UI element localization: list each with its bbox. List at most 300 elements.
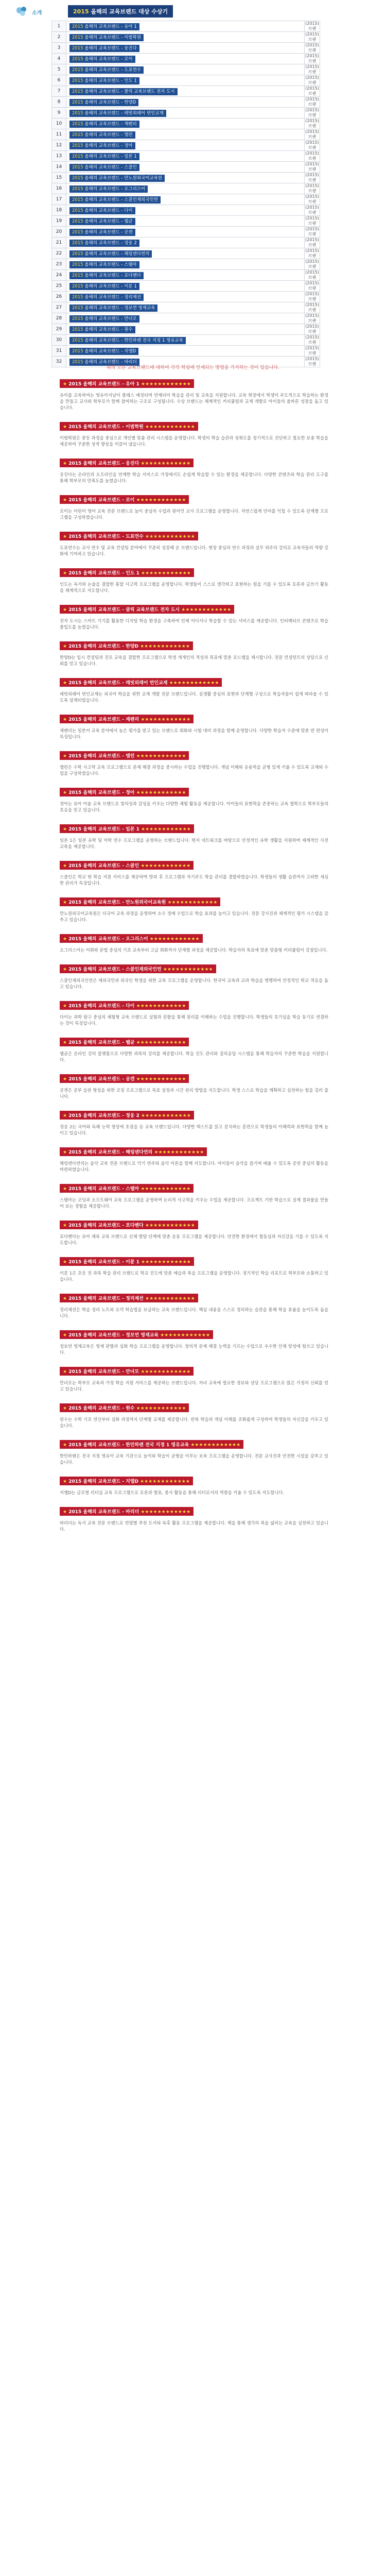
row-number: 5 [52, 64, 66, 75]
star-icon: ★ [63, 1296, 67, 1301]
row-year: 2015 [72, 67, 83, 73]
row-badge: (2015) 브랜 [305, 248, 319, 258]
row-badge: (2015) 브랜 [305, 108, 319, 117]
star-icon: ★ [63, 1077, 67, 1082]
table-row[interactable] [52, 43, 320, 54]
table-row[interactable] [52, 270, 320, 281]
section-body [60, 1416, 328, 1429]
star-icon: ★ [63, 1150, 67, 1155]
row-year: 2015 [72, 197, 83, 202]
row-year: 2015 [72, 208, 83, 213]
section-paragraph: 다이는 과학 탐구 중심의 체험형 교육 브랜드로 실험과 관찰을 통해 원리를 이해하는 수업을 진행합니다. 학생들의 호기심을 학습 동기로 연결하는 것이 특징입니다. [60, 1014, 328, 1026]
section-body [60, 1307, 328, 1319]
table-row[interactable] [52, 64, 320, 75]
star-icon: ★ [63, 571, 67, 576]
star-icon: ★★★★★★★★★★★★ [145, 1223, 195, 1228]
star-icon: ★★★★★★★★★★★★ [136, 754, 186, 759]
row-tag [69, 88, 178, 95]
section-heading-text: 2015 올해의 교육브랜드 - 이범학원 [68, 425, 144, 430]
row-title[interactable] [66, 151, 305, 162]
section-heading-text: 2015 올해의 교육브랜드 - 스쿨인 [68, 863, 139, 869]
section-heading [60, 1403, 189, 1412]
row-year: 2015 [72, 46, 83, 51]
section-body [60, 691, 328, 703]
star-icon: ★★★★★★★★★★★★ [141, 1510, 191, 1515]
star-icon: ★ [63, 534, 67, 539]
row-badge: (2015) 브랜 [305, 216, 319, 226]
star-icon: ★ [63, 1369, 67, 1375]
index-table [51, 21, 320, 367]
row-title[interactable] [66, 75, 305, 86]
row-tag [69, 240, 139, 247]
table-row[interactable] [52, 281, 320, 292]
section-heading-text: 2015 올해의 교육브랜드 - 해링덴다연의 [68, 1150, 153, 1155]
table-row[interactable] [52, 173, 320, 183]
section-heading [60, 1477, 193, 1485]
title-text: 올해의 교육브랜드 대상 수상기 [91, 8, 168, 15]
row-badge: (2015) 브랜 [305, 162, 319, 172]
table-row[interactable] [52, 54, 320, 64]
row-number: 7 [52, 86, 66, 97]
content-section [60, 824, 328, 850]
row-title-text: 올해의 교육브랜드 - 레빗외래어 번인교재 [84, 111, 164, 116]
row-tag [69, 77, 139, 84]
row-badge: (2015) 브랜 [305, 302, 319, 312]
row-title-text: 올해의 교육브랜드 - 웅진다 [84, 46, 137, 51]
content-section [60, 1184, 328, 1209]
row-tag [69, 142, 135, 149]
section-paragraph: 전자 도시는 스마트 기기를 활용한 디지털 학습 환경을 구축하여 언제 어디서나 학습할 수 있는 서비스를 제공합니다. 인터랙티브 콘텐츠로 학습 몰입도를 높였습니다. [60, 618, 328, 630]
table-row[interactable] [52, 140, 320, 151]
row-title-text: 올해의 교육브랜드 - 클릭 교육브랜드 전자 도시 [84, 89, 175, 94]
row-tag [69, 153, 139, 160]
row-title[interactable] [66, 335, 305, 346]
section-paragraph: 정보연 영재교육은 영재 판별과 심화 학습 프로그램을 운영합니다. 창의적 문제 해결 능력을 기르는 수업으로 우수한 인재 양성에 힘쓰고 있습니다. [60, 1344, 328, 1355]
row-title-text: 올해의 교육브랜드 - 인도 1 [84, 78, 137, 83]
table-row[interactable] [52, 324, 320, 335]
star-icon: ★ [63, 1187, 67, 1192]
row-year: 2015 [72, 349, 83, 354]
row-year: 2015 [72, 111, 83, 116]
row-title[interactable] [66, 32, 305, 43]
content-section [60, 568, 328, 594]
row-title[interactable] [66, 205, 305, 216]
section-heading-text: 2015 올해의 교육브랜드 - 정보연 영재교육 [68, 1333, 159, 1338]
star-icon: ★★★★★★★★★★★★ [136, 790, 186, 795]
content-section [60, 1330, 328, 1355]
row-title[interactable] [66, 162, 305, 173]
table-row[interactable] [52, 313, 320, 324]
table-row[interactable] [52, 129, 320, 140]
section-paragraph: 일본 1은 일본 유학 및 어학 연수 프로그램을 운영하는 브랜드입니다. 현지 네트워크를 바탕으로 안정적인 유학 생활을 지원하며 체계적인 사전 교육을 제공합니다. [60, 838, 328, 849]
table-row[interactable] [52, 118, 320, 129]
section-heading-text: 2015 올해의 교육브랜드 - 오그리스어 [68, 937, 148, 942]
row-title[interactable] [66, 238, 305, 248]
row-badge: (2015) 브랜 [305, 227, 319, 236]
table-row[interactable] [52, 292, 320, 302]
row-year: 2015 [72, 295, 83, 300]
star-icon: ★ [63, 790, 67, 795]
star-icon: ★ [63, 1479, 67, 1484]
row-badge: (2015) 브랜 [305, 118, 319, 128]
row-number: 28 [52, 313, 66, 324]
star-icon: ★★★★★★★★★★★★ [141, 827, 191, 832]
row-number: 1 [52, 21, 66, 32]
content-section [60, 1440, 328, 1465]
star-icon: ★ [63, 1260, 67, 1265]
star-icon: ★ [63, 681, 67, 686]
row-title-text: 올해의 교육브랜드 - 한민하랜 전국 지정 1 영유교육 [84, 338, 183, 343]
content-section [60, 1367, 328, 1392]
section-heading [60, 1001, 189, 1010]
row-tag [69, 66, 144, 74]
row-year: 2015 [72, 187, 83, 192]
row-tag [69, 185, 148, 193]
section-paragraph: 스쿨인재외국인연은 재외국민과 외국인 학생을 위한 교육 프로그램을 운영합니다. 한국어 교육과 교과 학습을 병행하여 안정적인 학교 적응을 돕고 있습니다. [60, 978, 328, 989]
table-row[interactable] [52, 238, 320, 248]
section-paragraph: 한민하랜은 전국 지정 영유아 교육 기관으로 놀이와 학습이 균형을 이루는 보육 프로그램을 운영합니다. 전문 교사진과 안전한 시설을 갖추고 있습니다. [60, 1453, 328, 1465]
section-body [60, 1453, 328, 1465]
section-paragraph: 해링덴다연의는 음악 교육 전문 브랜드로 악기 연주와 음악 이론을 함께 지도합니다. 아이들이 음악을 즐기며 배울 수 있도록 공연 중심의 활동을 마련하였습니다. [60, 1161, 328, 1172]
row-title[interactable] [66, 43, 305, 54]
content-section [60, 379, 328, 411]
table-row[interactable] [52, 108, 320, 118]
section-body [60, 1233, 328, 1246]
row-tag [69, 175, 165, 182]
row-badge: (2015) 브랜 [305, 21, 319, 31]
row-badge: (2015) 브랜 [305, 292, 319, 301]
content-section [60, 1477, 328, 1496]
star-icon: ★★★★★★★★★★★★ [160, 1333, 210, 1338]
table-row[interactable] [52, 162, 320, 173]
section-heading-text: 2015 올해의 교육브랜드 - 공겐 [68, 1077, 135, 1082]
section-heading [60, 1507, 194, 1516]
section-body [60, 1124, 328, 1136]
star-icon: ★ [63, 863, 67, 869]
table-row[interactable] [52, 205, 320, 216]
section-paragraph: 만녀모는 학부모 교육과 가정 학습 지원 서비스를 제공하는 브랜드입니다. 자녀 교육에 필요한 정보와 상담 프로그램으로 많은 가정의 신뢰를 얻고 있습니다. [60, 1380, 328, 1392]
row-number: 13 [52, 151, 66, 162]
star-icon: ★ [63, 1040, 67, 1045]
row-badge: (2015) 브랜 [305, 194, 319, 204]
row-badge: (2015) 브랜 [305, 32, 319, 42]
row-year: 2015 [72, 154, 83, 159]
row-title-text: 올해의 교육브랜드 - 바리더 [84, 360, 137, 365]
content-section [60, 641, 328, 667]
section-heading-text: 2015 올해의 교육브랜드 - 다이 [68, 1004, 135, 1009]
table-row[interactable] [52, 216, 320, 227]
row-title[interactable] [66, 140, 305, 151]
content-section [60, 751, 328, 776]
row-badge: (2015) 브랜 [305, 281, 319, 291]
row-title[interactable] [66, 86, 305, 97]
row-title[interactable] [66, 183, 305, 194]
section-heading [60, 1074, 189, 1083]
row-year: 2015 [72, 230, 83, 235]
table-row[interactable] [52, 346, 320, 357]
row-tag [69, 34, 144, 41]
row-title[interactable] [66, 281, 305, 292]
row-year: 2015 [72, 327, 83, 332]
row-title-text: 올해의 교육브랜드 - 원수 [84, 327, 133, 332]
section-heading-text: 2015 올해의 교육브랜드 - 로이 [68, 498, 135, 503]
row-year: 2015 [72, 306, 83, 311]
star-icon: ★★★★★★★★★★★★ [136, 1040, 186, 1045]
row-tag [69, 250, 152, 258]
row-title[interactable] [66, 97, 305, 108]
section-paragraph: 한양D는 입시 컨설팅과 진로 교육을 결합한 프로그램으로 학생 개개인의 적성과 목표에 맞춘 로드맵을 제시합니다. 전문 컨설턴트의 상담으로 신뢰를 얻고 있습니다. [60, 655, 328, 666]
row-number: 24 [52, 270, 66, 281]
row-title[interactable] [66, 302, 305, 313]
row-number: 23 [52, 259, 66, 270]
content-section [60, 934, 328, 953]
section-body [60, 1014, 328, 1026]
row-badge: (2015) 브랜 [305, 64, 319, 74]
section-heading [60, 715, 194, 723]
row-badge: (2015) 브랜 [305, 270, 319, 280]
section-body [60, 1197, 328, 1209]
row-title[interactable] [66, 64, 305, 75]
section-heading-text: 2015 올해의 교육브랜드 - 원수 [68, 1406, 135, 1411]
table-row[interactable] [52, 227, 320, 238]
row-title-text: 올해의 교육브랜드 - 한양D [84, 100, 136, 105]
row-badge: (2015) 브랜 [305, 75, 319, 85]
row-number: 29 [52, 324, 66, 335]
star-icon: ★★★★★★★★★★★★ [141, 1369, 191, 1375]
star-icon: ★★★★★★★★★★★★ [136, 1077, 186, 1082]
section-heading-text: 2015 올해의 교육브랜드 - 만녀모 [68, 1369, 139, 1375]
row-title[interactable] [66, 118, 305, 129]
star-icon: ★ [63, 607, 67, 613]
row-title[interactable] [66, 21, 305, 32]
star-icon: ★★★★★★★★★★★★ [141, 863, 191, 869]
row-title[interactable] [66, 216, 305, 227]
row-year: 2015 [72, 241, 83, 246]
section-heading [60, 641, 193, 650]
row-tag [69, 23, 139, 30]
row-title-text: 올해의 교육브랜드 - 스쿨인재외국인연 [84, 197, 158, 202]
row-title[interactable] [66, 259, 305, 270]
row-title-text: 올해의 교육브랜드 - 로이 [84, 57, 133, 62]
section-body [60, 1270, 328, 1282]
content-section [60, 861, 328, 886]
star-icon: ★ [63, 827, 67, 832]
section-paragraph: 웹균은 온라인 강의 플랫폼으로 다양한 과목의 강의를 제공합니다. 학습 진도 관리와 질의응답 시스템을 통해 학습자의 꾸준한 학습을 지원합니다. [60, 1051, 328, 1062]
section-heading-text: 2015 올해의 교육브랜드 - 웅진다 [68, 461, 139, 466]
star-icon: ★ [63, 382, 67, 387]
row-year: 2015 [72, 35, 83, 40]
section-heading [60, 532, 198, 540]
section-paragraph: 이범학원은 중등 과정을 중심으로 개인별 맞춤 관리 시스템을 운영합니다. 학생의 학습 습관과 성취도를 정기적으로 진단하고 필요한 보충 학습을 제공하여 꾸준한 성적 향상을 이끌어 냈습니다. [60, 435, 328, 447]
star-icon: ★ [63, 1443, 67, 1448]
row-year: 2015 [72, 100, 83, 105]
row-title-text: 올해의 교육브랜드 - 엠런 [84, 132, 133, 138]
row-title[interactable] [66, 292, 305, 302]
row-title[interactable] [66, 270, 305, 281]
row-year: 2015 [72, 176, 83, 181]
star-icon: ★ [63, 754, 67, 759]
star-icon: ★ [63, 1004, 67, 1009]
section-paragraph: 포다벤다는 유아 체육 교육 브랜드로 신체 발달 단계에 맞춘 운동 프로그램을 제공합니다. 안전한 환경에서 협동심과 자신감을 기를 수 있도록 지도합니다. [60, 1234, 328, 1245]
section-body [60, 947, 328, 953]
table-row[interactable] [52, 335, 320, 346]
row-tag [69, 207, 135, 214]
table-row[interactable] [52, 194, 320, 205]
star-icon: ★★★★★★★★★★★★ [141, 571, 191, 576]
star-icon: ★★★★★★★★★★★★ [141, 717, 191, 722]
content-section [60, 1074, 328, 1099]
row-title-text: 올해의 교육브랜드 - 스텔마 [84, 262, 137, 267]
section-heading-text: 2015 올해의 교육브랜드 - 정웅 2 [68, 1113, 139, 1118]
star-icon: ★ [63, 937, 67, 942]
section-body [60, 435, 328, 447]
content-section [60, 532, 328, 557]
row-badge: (2015) 브랜 [305, 205, 319, 215]
star-icon: ★★★★★★★★★★★★ [145, 1296, 195, 1301]
row-tag [69, 56, 135, 63]
section-heading-text: 2015 올해의 교육브랜드 - 클릭 교육브랜드 전자 도시 [68, 607, 180, 613]
row-badge: (2015) 브랜 [305, 238, 319, 247]
row-tag [69, 110, 166, 117]
row-title-text: 올해의 교육브랜드 - 이범학원 [84, 35, 142, 40]
section-body [60, 581, 328, 594]
section-body [60, 874, 328, 886]
section-heading-text: 2015 올해의 교육브랜드 - 스쿨인재외국인연 [68, 967, 162, 972]
section-heading [60, 897, 220, 906]
row-badge: (2015) 브랜 [305, 183, 319, 193]
row-number: 8 [52, 97, 66, 108]
row-tag [69, 164, 139, 171]
table-row[interactable] [52, 75, 320, 86]
row-tag [69, 261, 139, 268]
row-title[interactable] [66, 194, 305, 205]
row-title-text: 올해의 교육브랜드 - 정보연 영재교육 [84, 306, 155, 311]
row-title[interactable] [66, 173, 305, 183]
star-icon: ★★★★★★★★★★★★ [141, 1187, 191, 1192]
section-heading [60, 934, 203, 943]
row-title[interactable] [66, 54, 305, 64]
row-year: 2015 [72, 78, 83, 83]
section-heading [60, 1294, 198, 1302]
row-title-text: 올해의 교육브랜드 - 만노원외국어교육원 [84, 176, 163, 181]
section-body [60, 727, 328, 740]
star-icon: ★★★★★★★★★★★★ [141, 461, 191, 466]
row-badge: (2015) 브랜 [305, 324, 319, 334]
row-number: 3 [52, 43, 66, 54]
table-row[interactable] [52, 97, 320, 108]
row-year: 2015 [72, 251, 83, 257]
row-number: 22 [52, 248, 66, 259]
section-paragraph: 이분 1은 초등 전 과목 학습 관리 브랜드로 학교 진도에 맞춘 예습과 복습 프로그램을 운영합니다. 정기적인 학습 리포트로 학부모와 소통하고 있습니다. [60, 1270, 328, 1282]
star-icon: ★★★★★★★★★★★★ [163, 967, 213, 972]
logo-icon [14, 4, 29, 19]
row-number: 25 [52, 281, 66, 292]
star-icon: ★★★★★★★★★★★★ [145, 534, 195, 539]
star-icon: ★★★★★★★★★★★★ [149, 937, 200, 942]
row-title[interactable] [66, 346, 305, 357]
row-number: 17 [52, 194, 66, 205]
row-title-text: 올해의 교육브랜드 - 다이 [84, 208, 133, 213]
row-title[interactable] [66, 313, 305, 324]
table-row[interactable] [52, 248, 320, 259]
section-heading [60, 1111, 194, 1120]
row-title[interactable] [66, 129, 305, 140]
section-heading [60, 422, 198, 431]
table-row[interactable] [52, 259, 320, 270]
section-heading-text: 2015 올해의 교육브랜드 - 유아 1 [68, 382, 139, 387]
section-heading-text: 2015 올해의 교육브랜드 - 포다벤다 [68, 1223, 144, 1228]
table-row[interactable] [52, 183, 320, 194]
table-row[interactable] [52, 32, 320, 43]
row-title[interactable] [66, 108, 305, 118]
section-paragraph: 지엘D는 글로벌 리더십 교육 프로그램으로 토론과 발표, 봉사 활동을 통해 리더로서의 역량을 키울 수 있도록 지도합니다. [60, 1490, 284, 1495]
star-icon: ★★★★★★★★★★★★ [154, 1150, 204, 1155]
row-number: 30 [52, 335, 66, 346]
star-icon: ★★★★★★★★★★★★ [169, 681, 219, 686]
section-body [60, 1380, 328, 1392]
row-number: 21 [52, 238, 66, 248]
row-title[interactable] [66, 227, 305, 238]
row-title-text: 올해의 교육브랜드 - 정웅 2 [84, 241, 137, 246]
section-heading-text: 2015 올해의 교육브랜드 - 바리더 [68, 1510, 139, 1515]
row-title[interactable] [66, 248, 305, 259]
row-title-text: 올해의 교육브랜드 - 재팬리 [84, 122, 137, 127]
row-number: 20 [52, 227, 66, 238]
row-tag [69, 131, 135, 139]
content-section [60, 715, 328, 740]
table-row[interactable] [52, 151, 320, 162]
section-heading [60, 568, 194, 577]
row-tag [69, 326, 135, 333]
section-body [60, 1087, 328, 1099]
row-number: 32 [52, 357, 66, 367]
table-row[interactable] [52, 302, 320, 313]
row-title[interactable] [66, 324, 305, 335]
star-icon: ★ [63, 1113, 67, 1118]
section-heading-text: 2015 올해의 교육브랜드 - 웹균 [68, 1040, 135, 1045]
section-paragraph: 원수는 수학 기초 연산부터 심화 과정까지 단계별 교재를 제공합니다. 반복 학습과 개념 이해를 조화롭게 구성하여 학생들의 자신감을 키우고 있습니다. [60, 1417, 328, 1428]
row-number: 26 [52, 292, 66, 302]
page-title [68, 5, 173, 18]
row-year: 2015 [72, 338, 83, 343]
row-year: 2015 [72, 89, 83, 94]
row-year: 2015 [72, 57, 83, 62]
section-paragraph: 정웅 2는 국어와 독해 능력 향상에 초점을 둔 교육 브랜드입니다. 다양한 텍스트를 읽고 분석하는 훈련으로 학생들의 이해력과 표현력을 함께 높이고 있습니다. [60, 1124, 328, 1136]
section-heading-text: 2015 올해의 교육브랜드 - 일본 1 [68, 827, 139, 832]
row-year: 2015 [72, 24, 83, 29]
section-heading [60, 788, 189, 796]
section-heading [60, 678, 222, 687]
row-number: 15 [52, 173, 66, 183]
row-title-text: 올해의 교육브랜드 - 도표연수 [84, 67, 142, 73]
star-icon: ★ [63, 1510, 67, 1515]
row-year: 2015 [72, 132, 83, 138]
section-heading-text: 2015 올해의 교육브랜드 - 스텔마 [68, 1187, 139, 1192]
row-badge: (2015) 브랜 [305, 313, 319, 323]
row-tag [69, 337, 186, 344]
row-title-text: 올해의 교육브랜드 - 오그리스어 [84, 187, 146, 192]
table-row[interactable] [52, 86, 320, 97]
row-tag [69, 304, 157, 312]
section-paragraph: 레빗외래어 번인교재는 외국어 학습을 위한 교재 개발 전문 브랜드입니다. 실생활 중심의 표현과 단계별 구성으로 학습자들이 쉽게 따라올 수 있도록 설계되었습니다. [60, 691, 328, 703]
table-row[interactable] [52, 21, 320, 32]
content-section [60, 964, 328, 990]
star-icon: ★★★★★★★★★★★★ [167, 900, 218, 905]
row-title-text: 올해의 교육브랜드 - 유아 1 [84, 24, 137, 29]
section-heading [60, 751, 189, 760]
star-icon: ★★★★★★★★★★★★ [141, 1113, 191, 1118]
section-paragraph: 로이는 어린이 영어 교육 전문 브랜드로 놀이 중심의 수업과 원어민 교사 프로그램을 운영합니다. 자연스럽게 언어를 익힐 수 있도록 단계별 프로그램을 구성하였습니다. [60, 509, 328, 520]
